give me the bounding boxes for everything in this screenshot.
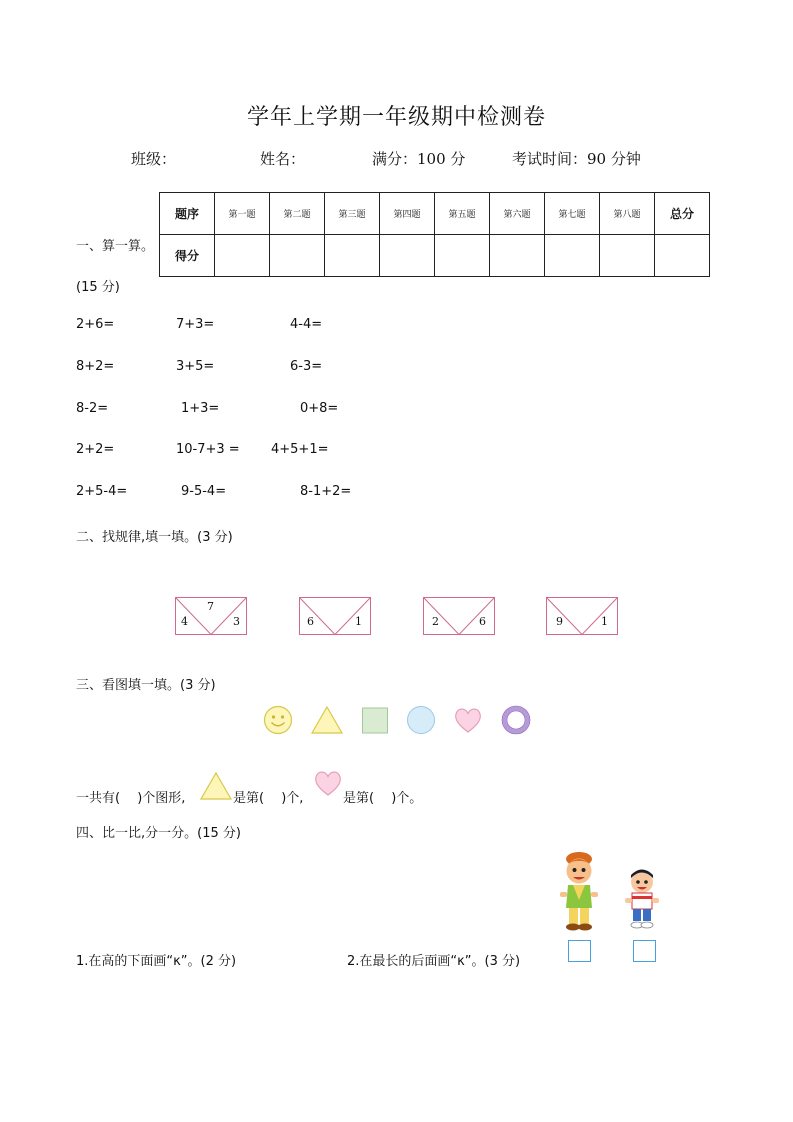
envelope-right-number: 1 bbox=[601, 615, 608, 628]
answer-box-tall-boy[interactable] bbox=[568, 940, 591, 962]
equation: 10-7+3 = bbox=[176, 442, 240, 457]
exam-time-label: 考试时间：90 分钟 bbox=[512, 150, 641, 168]
square-icon bbox=[361, 705, 389, 739]
equation: 4-4= bbox=[290, 317, 323, 332]
score-cell[interactable] bbox=[325, 235, 380, 277]
score-cell[interactable] bbox=[215, 235, 270, 277]
question-7-header: 第七题 bbox=[545, 193, 600, 235]
equation: 1+3= bbox=[181, 401, 220, 416]
full-score-label: 满分：100 分 bbox=[372, 150, 466, 168]
heart-icon bbox=[453, 705, 483, 739]
score-cell[interactable] bbox=[435, 235, 490, 277]
question-1-header: 第一题 bbox=[215, 193, 270, 235]
equation: 6-3= bbox=[290, 359, 323, 374]
heart-icon bbox=[313, 768, 343, 802]
short-boy-image bbox=[622, 865, 662, 939]
question-4-2-text: 2.在最长的后面画“κ”。(3 分) bbox=[347, 954, 521, 969]
question-6-header: 第六题 bbox=[490, 193, 545, 235]
section-1-points: (15 分) bbox=[76, 280, 120, 295]
class-label: 班级： bbox=[131, 150, 177, 168]
question-2-header: 第二题 bbox=[270, 193, 325, 235]
section-1-title: 一、算一算。 bbox=[76, 239, 155, 254]
question-8-header: 第八题 bbox=[600, 193, 655, 235]
triangle-icon bbox=[310, 705, 344, 739]
equation: 3+5= bbox=[176, 359, 215, 374]
score-cell[interactable] bbox=[270, 235, 325, 277]
score-table-header-row bbox=[160, 193, 710, 235]
equation: 8+2= bbox=[76, 359, 115, 374]
envelope-top-number: 7 bbox=[207, 600, 214, 613]
equation: 9-5-4= bbox=[181, 484, 227, 499]
score-table-score-row bbox=[160, 235, 710, 277]
envelope-figure bbox=[299, 597, 371, 635]
equation: 8-1+2= bbox=[300, 484, 352, 499]
question-3-header: 第三题 bbox=[325, 193, 380, 235]
section-4-title: 四、比一比,分一分。(15 分) bbox=[76, 826, 241, 841]
envelope-figure bbox=[546, 597, 618, 635]
score-cell[interactable] bbox=[490, 235, 545, 277]
circle-icon bbox=[406, 705, 436, 739]
page-title: 学年上学期一年级期中检测卷 bbox=[246, 105, 546, 130]
name-label: 姓名： bbox=[260, 150, 306, 168]
section-3-title: 三、看图填一填。(3 分) bbox=[76, 678, 216, 693]
heart-position-text: 是第( )个。 bbox=[343, 791, 423, 806]
question-4-header: 第四题 bbox=[380, 193, 435, 235]
envelope-figure bbox=[423, 597, 495, 635]
score-cell[interactable] bbox=[380, 235, 435, 277]
equation: 7+3= bbox=[176, 317, 215, 332]
envelope-right-number: 3 bbox=[233, 615, 240, 628]
envelope-figure bbox=[175, 597, 247, 635]
envelope-left-number: 9 bbox=[556, 615, 563, 628]
score-table bbox=[159, 192, 710, 277]
score-cell[interactable] bbox=[655, 235, 710, 277]
equation: 8-2= bbox=[76, 401, 109, 416]
score-cell[interactable] bbox=[545, 235, 600, 277]
question-order-header: 题序 bbox=[160, 193, 215, 235]
count-question-text: 一共有( )个图形, bbox=[76, 791, 186, 806]
triangle-position-text: 是第( )个, bbox=[233, 791, 304, 806]
equation: 2+5-4= bbox=[76, 484, 128, 499]
envelope-right-number: 6 bbox=[479, 615, 486, 628]
envelope-left-number: 2 bbox=[432, 615, 439, 628]
question-5-header: 第五题 bbox=[435, 193, 490, 235]
total-score-header: 总分 bbox=[655, 193, 710, 235]
envelope-left-number: 4 bbox=[181, 615, 188, 628]
triangle-icon bbox=[199, 771, 233, 805]
answer-box-short-boy[interactable] bbox=[633, 940, 656, 962]
equation: 0+8= bbox=[300, 401, 339, 416]
section-2-title: 二、找规律,填一填。(3 分) bbox=[76, 530, 233, 545]
smiley-icon bbox=[263, 705, 293, 739]
equation: 2+2= bbox=[76, 442, 115, 457]
equation: 2+6= bbox=[76, 317, 115, 332]
envelope-right-number: 1 bbox=[355, 615, 362, 628]
ring-icon bbox=[501, 705, 531, 739]
question-4-1-text: 1.在高的下面画“κ”。(2 分) bbox=[76, 954, 237, 969]
tall-boy-image bbox=[556, 852, 602, 938]
equation: 4+5+1= bbox=[271, 442, 329, 457]
envelope-left-number: 6 bbox=[307, 615, 314, 628]
score-cell[interactable] bbox=[600, 235, 655, 277]
score-row-header: 得分 bbox=[160, 235, 215, 277]
